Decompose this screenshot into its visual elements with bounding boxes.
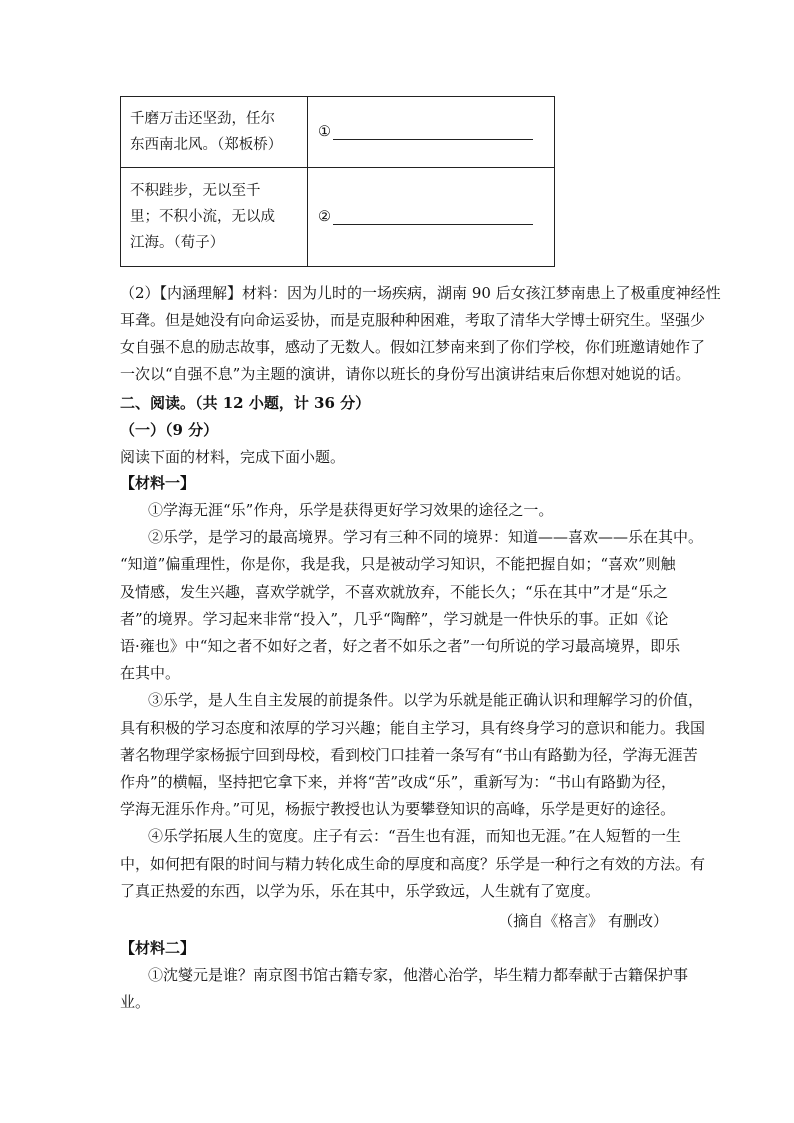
- quote-cell: [121, 97, 308, 168]
- quote-cell: [121, 168, 308, 267]
- quote-line: 江海。（荀子）: [130, 235, 225, 251]
- paragraph-line: 者”的境界。学习起来非常“投入”，几乎“陶醉”，学习就是一件快乐的事。正如《论: [120, 609, 669, 628]
- paragraph-line: “知道”偏重理性，你是你，我是我，只是被动学习知识，不能把握自如；“喜欢”则触: [120, 555, 676, 574]
- section-heading: 二、阅读。（共 12 小题，计 36 分）: [120, 394, 371, 412]
- answer-cell: [308, 97, 555, 168]
- question-2-line: 耳聋。但是她没有向命运妥协，而是克服种种困难，考取了清华大学博士研究生。坚强少: [120, 311, 706, 329]
- paragraph-line: 及情感，发生兴趣，喜欢学就学，不喜欢就放弃，不能长久；“乐在其中”才是“乐之: [120, 582, 669, 601]
- part-heading: （一）（9 分）: [120, 421, 219, 439]
- question-2-line: （2）【内涵理解】材料：因为儿时的一场疾病，湖南 90 后女孩江梦南患上了极重度神经性: [120, 284, 721, 302]
- quote-line: 东西南北风。（郑板桥）: [130, 137, 283, 153]
- paragraph-line: 作舟”的横幅，坚持把它拿下来，并将“苦”改成“乐”，重新写为：“书山有路勤为径，: [120, 773, 677, 791]
- question-2-line: 一次以“自强不息”为主题的演讲，请你以班长的身份写出演讲结束后你想对她说的话。: [120, 365, 691, 383]
- quote-line: 不积跬步，无以至千: [130, 183, 261, 199]
- answer-marker: ②: [318, 209, 331, 225]
- material-1-title: 【材料一】: [120, 474, 196, 492]
- answer-blank[interactable]: [333, 210, 533, 225]
- quote-line: 千磨万击还坚劲，任尔: [130, 111, 275, 127]
- answer-cell: [308, 168, 555, 267]
- instruction-text: 阅读下面的材料，完成下面小题。: [120, 448, 346, 466]
- paragraph-line: 语·雍也》中“知之者不如好之者，好之者不如乐之者”一句所说的学习最高境界，即乐: [120, 637, 681, 655]
- quote-line: 里；不积小流，无以成: [130, 209, 275, 225]
- paragraph-line: 著名物理学家杨振宁回到母校，看到校门口挂着一条写有“书山有路勤为径，学海无涯苦: [120, 745, 698, 764]
- paragraph-line: 具有积极的学习态度和浓厚的学习兴趣；能自主学习，具有终身学习的意识和能力。我国: [120, 718, 706, 737]
- paragraph-line: ①沈燮元是谁？南京图书馆古籍专家，他潜心治学，毕生精力都奉献于古籍保护事: [148, 966, 689, 984]
- paragraph-line: ②乐学，是学习的最高境界。学习有三种不同的境界：知道——喜欢——乐在其中。: [148, 528, 704, 547]
- paragraph-line: 在其中。: [120, 664, 181, 683]
- paragraph-line: ③乐学，是人生自主发展的前提条件。以学为乐就是能正确认识和理解学习的价值，: [148, 691, 704, 710]
- paragraph-line: ④乐学拓展人生的宽度。庄子有云：“吾生也有涯，而知也无涯。”在人短暂的一生: [148, 827, 681, 846]
- table-row: [121, 97, 555, 168]
- source-citation: （摘自《格言》 有删改）: [498, 912, 668, 930]
- paragraph-line: 学海无涯乐作舟。”可见，杨振宁教授也认为要攀登知识的高峰，乐学是更好的途径。: [120, 800, 676, 819]
- question-2-line: 女自强不息的励志故事，感动了无数人。假如江梦南来到了你们学校，你们班邀请她作了: [120, 338, 706, 356]
- answer-marker: ①: [318, 124, 331, 140]
- paragraph-line: ①学海无涯“乐”作舟，乐学是获得更好学习效果的途径之一。: [148, 501, 554, 519]
- quote-table: [120, 96, 555, 267]
- material-2-title: 【材料二】: [120, 939, 196, 957]
- table-row: [121, 168, 555, 267]
- answer-blank[interactable]: [333, 125, 533, 140]
- paragraph-line: 了真正热爱的东西，以学为乐，乐在其中，乐学致远，人生就有了宽度。: [120, 881, 601, 900]
- paragraph-line: 中，如何把有限的时间与精力转化成生命的厚度和高度？乐学是一种行之有效的方法。有: [120, 854, 706, 873]
- paragraph-line: 业。: [120, 993, 151, 1011]
